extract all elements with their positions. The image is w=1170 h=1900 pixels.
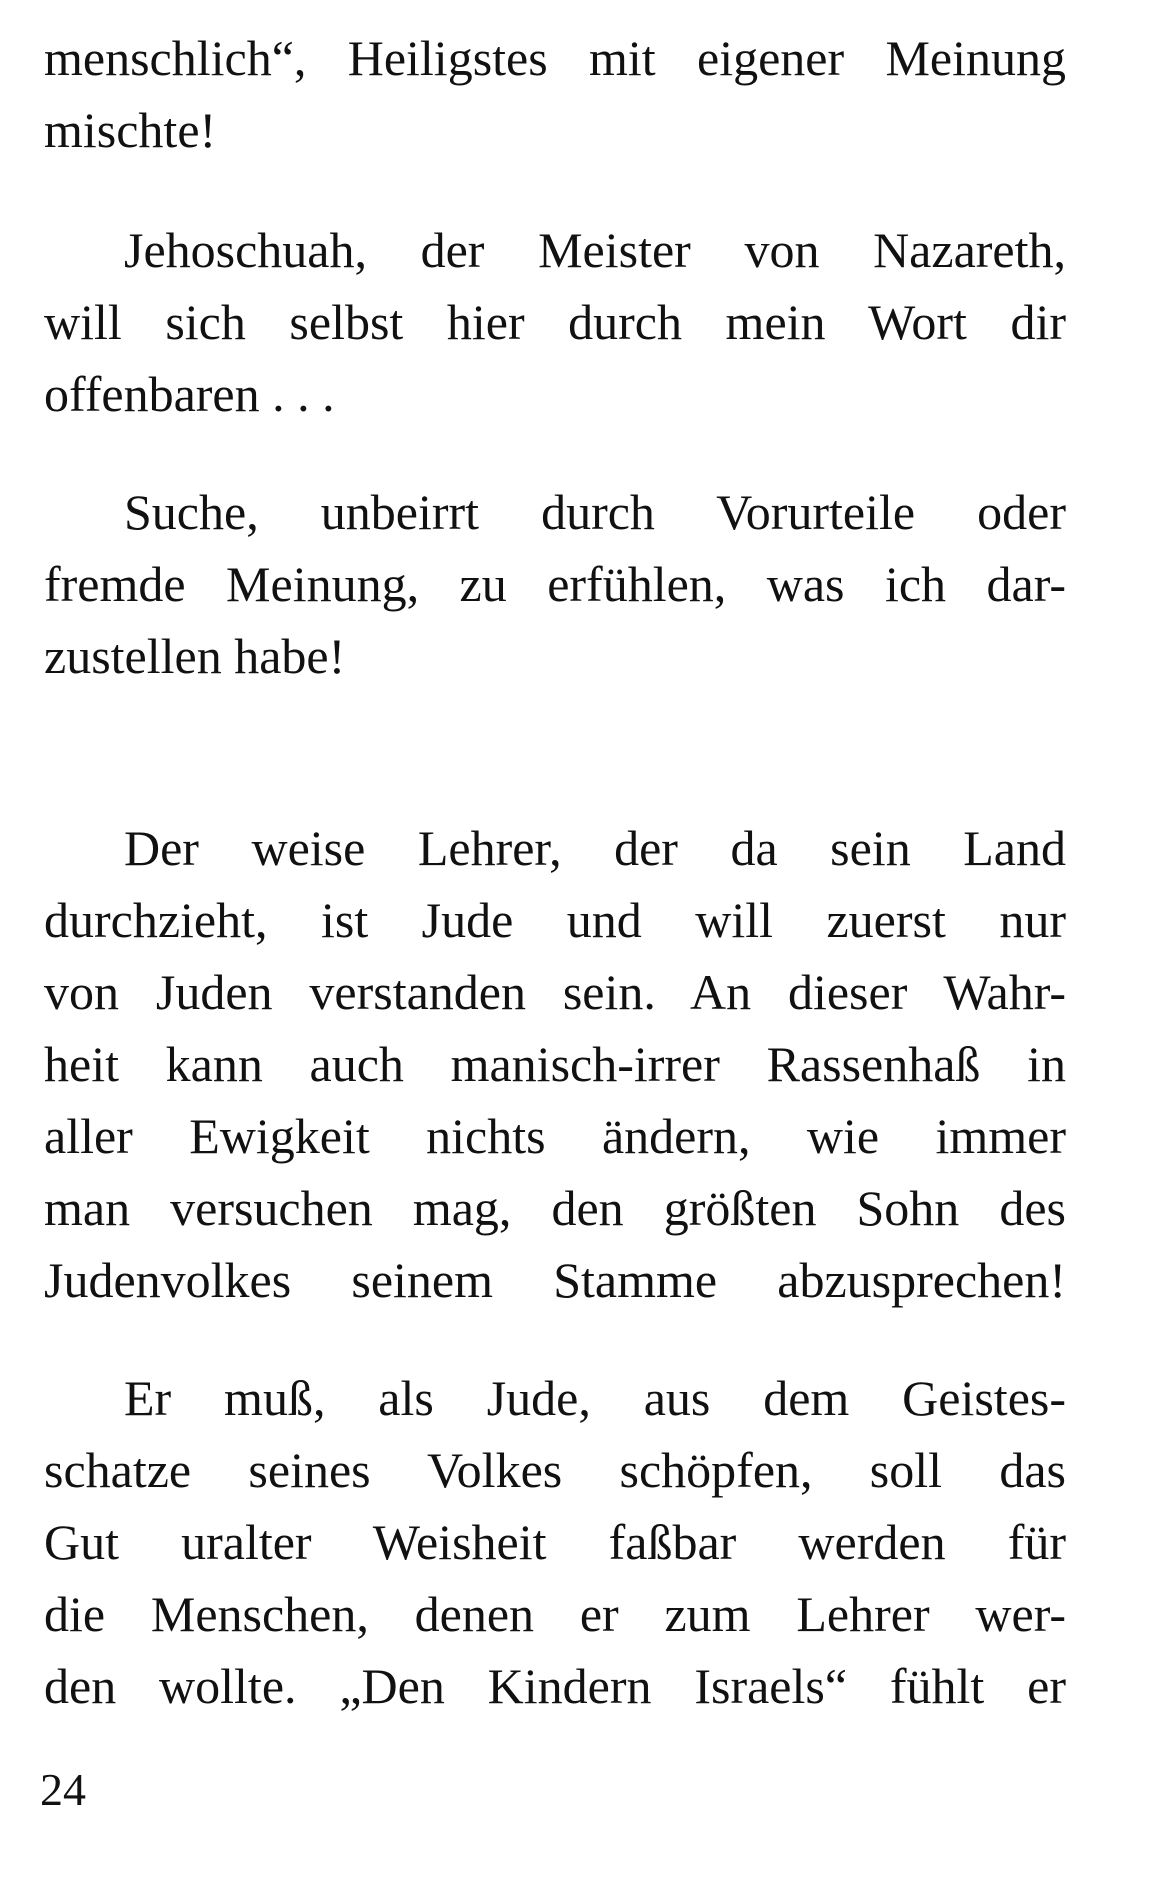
- text-line: aller Ewigkeit nichts ändern, wie immer: [44, 1108, 1066, 1164]
- text-line: menschlich“, Heiligstes mit eigener Meinung: [44, 30, 1066, 86]
- text-line: zustellen habe!: [44, 628, 346, 684]
- text-line: Er muß, als Jude, aus dem Geistes-: [124, 1370, 1066, 1426]
- text-line: heit kann auch manisch-irrer Rassenhaß in: [44, 1036, 1066, 1092]
- text-line: fremde Meinung, zu erfühlen, was ich dar-: [44, 556, 1066, 612]
- text-line: Suche, unbeirrt durch Vorurteile oder: [124, 484, 1066, 540]
- text-line: Jehoschuah, der Meister von Nazareth,: [124, 222, 1066, 278]
- text-line: man versuchen mag, den größten Sohn des: [44, 1180, 1066, 1236]
- text-line: durchzieht, ist Jude und will zuerst nur: [44, 892, 1066, 948]
- text-line: den wollte. „Den Kindern Israels“ fühlt er: [44, 1658, 1066, 1714]
- page-number: 24: [40, 1764, 86, 1815]
- text-line: will sich selbst hier durch mein Wort dir: [44, 294, 1066, 350]
- text-line: die Menschen, denen er zum Lehrer wer-: [44, 1586, 1066, 1642]
- text-line: Gut uralter Weisheit faßbar werden für: [44, 1514, 1066, 1570]
- text-line: offenbaren . . .: [44, 366, 335, 422]
- text-line: schatze seines Volkes schöpfen, soll das: [44, 1442, 1066, 1498]
- text-line: Der weise Lehrer, der da sein Land: [124, 820, 1066, 876]
- text-line: Judenvolkes seinem Stamme abzusprechen!: [44, 1252, 1066, 1308]
- text-line: von Juden verstanden sein. An dieser Wahr-: [44, 964, 1066, 1020]
- text-line: mischte!: [44, 102, 217, 158]
